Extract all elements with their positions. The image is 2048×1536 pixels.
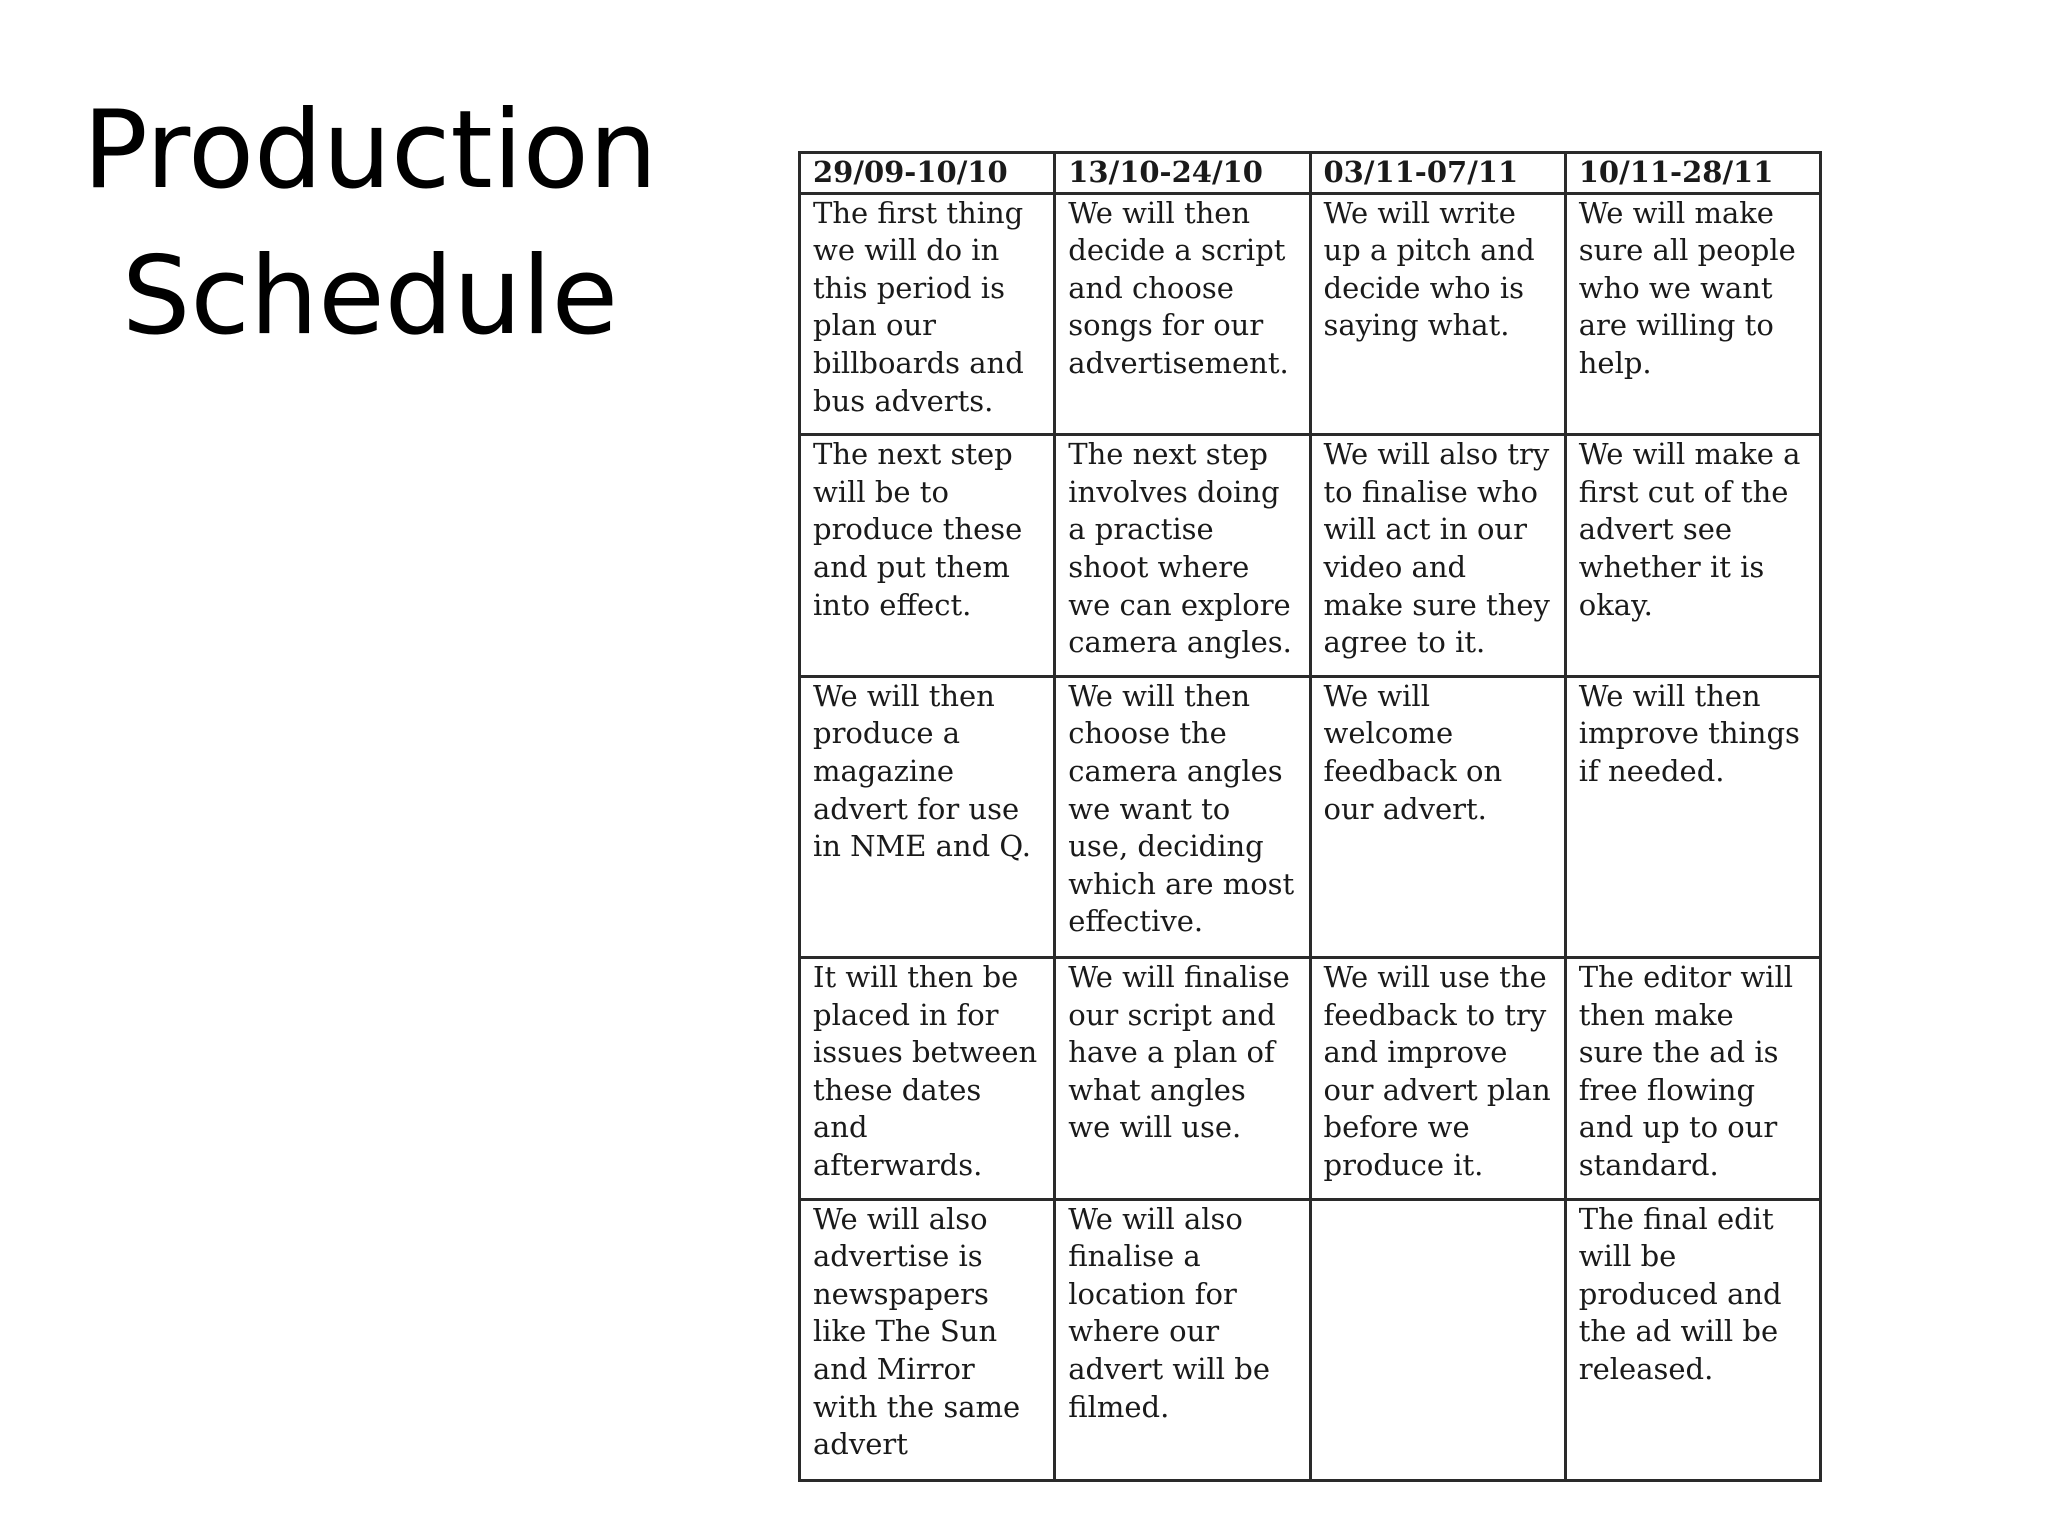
table-cell: We will then produce a magazine advert for use in NME and Q. [800, 676, 1055, 957]
column-header-period-3: 03/11-07/11 [1310, 153, 1565, 194]
table-cell: We will then choose the camera angles we want to use, deciding which are most effective. [1055, 676, 1310, 957]
table-cell: The first thing we will do in this period is plan our billboards and bus adverts. [800, 193, 1055, 435]
table-row [800, 1199, 1821, 1480]
table-cell: We will write up a pitch and decide who is saying what. [1310, 193, 1565, 435]
table-cell: We will also advertise is newspapers like The Sun and Mirror with the same advert [800, 1199, 1055, 1480]
table-cell: It will then be placed in for issues between these dates and afterwards. [800, 958, 1055, 1200]
table-header-row [800, 153, 1821, 194]
table-cell: The final edit will be produced and the ad will be released. [1565, 1199, 1820, 1480]
table-cell: We will make a first cut of the advert see whether it is okay. [1565, 435, 1820, 677]
table-cell: We will make sure all people who we want are willing to help. [1565, 193, 1820, 435]
column-header-period-4: 10/11-28/11 [1565, 153, 1820, 194]
table-cell: We will then decide a script and choose songs for our advertisement. [1055, 193, 1310, 435]
table-cell: The editor will then make sure the ad is free flowing and up to our standard. [1565, 958, 1820, 1200]
slide-title [60, 78, 680, 370]
table-cell: The next step involves doing a practise shoot where we can explore camera angles. [1055, 435, 1310, 677]
table-cell: We will also try to finalise who will act in our video and make sure they agree to it. [1310, 435, 1565, 677]
table-cell: We will also finalise a location for where our advert will be filmed. [1055, 1199, 1310, 1480]
table-cell: The next step will be to produce these and put them into effect. [800, 435, 1055, 677]
table-cell-empty [1310, 1199, 1565, 1480]
production-schedule-table [798, 151, 1822, 1482]
table-row [800, 676, 1821, 957]
table-row [800, 435, 1821, 677]
slide-title-line-2: Schedule [121, 234, 619, 359]
table-row [800, 958, 1821, 1200]
table-cell: We will use the feedback to try and improve our advert plan before we produce it. [1310, 958, 1565, 1200]
slide-title-line-1: Production [82, 88, 658, 213]
table-cell: We will welcome feedback on our advert. [1310, 676, 1565, 957]
column-header-period-1: 29/09-10/10 [800, 153, 1055, 194]
table-cell: We will finalise our script and have a plan of what angles we will use. [1055, 958, 1310, 1200]
table-row [800, 193, 1821, 435]
column-header-period-2: 13/10-24/10 [1055, 153, 1310, 194]
table-cell: We will then improve things if needed. [1565, 676, 1820, 957]
